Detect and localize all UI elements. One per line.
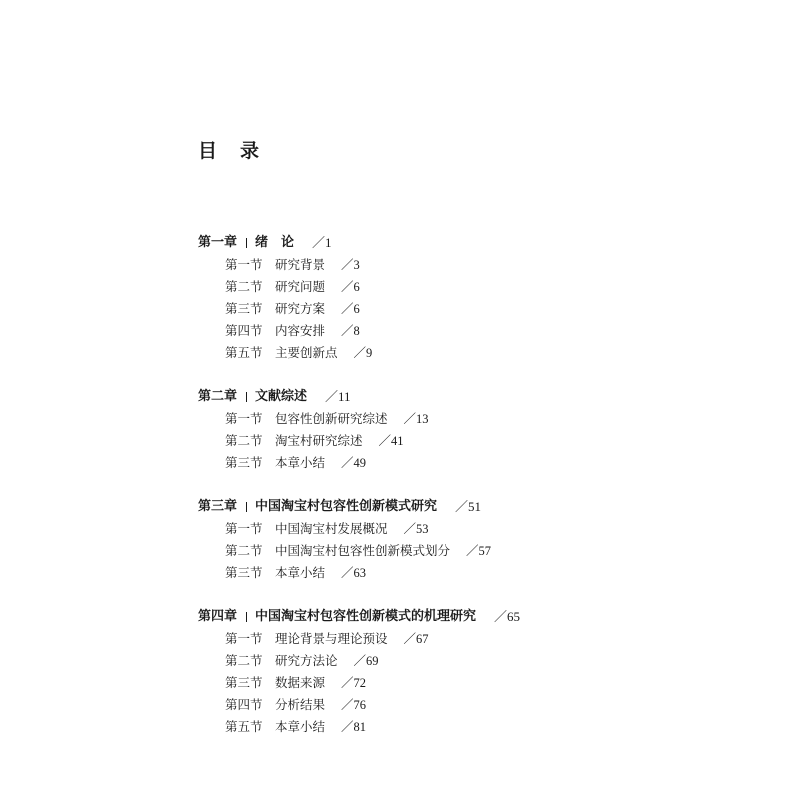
section-number: 第三节 bbox=[225, 455, 263, 470]
section-title: 内容安排 bbox=[275, 323, 326, 338]
section-item[interactable] bbox=[198, 562, 778, 584]
chapter-title: 中国淘宝村包容性创新模式研究 bbox=[255, 499, 438, 514]
chapter-separator bbox=[246, 392, 247, 402]
section-title: 理论背景与理论预设 bbox=[275, 631, 388, 646]
chapter-heading[interactable] bbox=[198, 386, 778, 408]
section-number: 第二节 bbox=[225, 543, 263, 558]
section-item[interactable] bbox=[198, 298, 778, 320]
chapter-title: 文献综述 bbox=[255, 389, 308, 404]
chapter-heading[interactable] bbox=[198, 606, 778, 628]
section-item[interactable] bbox=[198, 650, 778, 672]
chapter-number: 第三章 bbox=[198, 499, 238, 514]
section-page: ／72 bbox=[341, 676, 367, 690]
section-number: 第三节 bbox=[225, 301, 263, 316]
chapter-1 bbox=[198, 232, 778, 364]
section-page: ／76 bbox=[341, 698, 367, 712]
section-page: ／8 bbox=[341, 324, 360, 338]
section-page: ／6 bbox=[341, 280, 360, 294]
section-title: 研究问题 bbox=[275, 279, 326, 294]
section-item[interactable] bbox=[198, 716, 778, 738]
section-page: ／13 bbox=[403, 412, 429, 426]
chapter-heading[interactable] bbox=[198, 496, 778, 518]
chapter-4 bbox=[198, 606, 778, 738]
section-title: 包容性创新研究综述 bbox=[275, 411, 388, 426]
section-page: ／9 bbox=[353, 346, 373, 360]
section-number: 第二节 bbox=[225, 433, 263, 448]
section-number: 第一节 bbox=[225, 521, 263, 536]
section-page: ／67 bbox=[403, 632, 429, 646]
section-title: 本章小结 bbox=[275, 565, 326, 580]
chapter-separator bbox=[246, 502, 247, 512]
section-item[interactable] bbox=[198, 518, 778, 540]
section-item[interactable] bbox=[198, 672, 778, 694]
section-title: 数据来源 bbox=[275, 675, 326, 690]
chapter-2 bbox=[198, 386, 778, 474]
section-number: 第二节 bbox=[225, 653, 263, 668]
section-number: 第四节 bbox=[225, 697, 263, 712]
chapter-page: ／1 bbox=[312, 235, 332, 250]
section-title: 研究背景 bbox=[275, 257, 326, 272]
section-number: 第五节 bbox=[225, 719, 263, 734]
section-item[interactable] bbox=[198, 254, 778, 276]
section-title: 本章小结 bbox=[275, 455, 326, 470]
chapter-number: 第一章 bbox=[198, 235, 238, 250]
section-number: 第四节 bbox=[225, 323, 263, 338]
chapter-separator bbox=[246, 612, 247, 622]
page-title: 目 录 bbox=[198, 140, 262, 162]
section-title: 淘宝村研究综述 bbox=[275, 433, 363, 448]
section-item[interactable] bbox=[198, 694, 778, 716]
section-item[interactable] bbox=[198, 430, 778, 452]
section-number: 第一节 bbox=[225, 411, 263, 426]
chapter-number: 第二章 bbox=[198, 389, 238, 404]
section-title: 研究方法论 bbox=[275, 653, 338, 668]
section-title: 主要创新点 bbox=[275, 345, 338, 360]
section-item[interactable] bbox=[198, 628, 778, 650]
chapter-page: ／11 bbox=[325, 389, 351, 404]
section-title: 中国淘宝村包容性创新模式划分 bbox=[275, 543, 451, 558]
section-page: ／63 bbox=[341, 566, 367, 580]
section-item[interactable] bbox=[198, 452, 778, 474]
chapter-number: 第四章 bbox=[198, 609, 238, 624]
chapter-3 bbox=[198, 496, 778, 584]
section-number: 第一节 bbox=[225, 257, 263, 272]
section-page: ／81 bbox=[341, 720, 367, 734]
chapter-title: 中国淘宝村包容性创新模式的机理研究 bbox=[255, 609, 477, 624]
section-title: 中国淘宝村发展概况 bbox=[275, 521, 388, 536]
section-item[interactable] bbox=[198, 408, 778, 430]
chapter-separator bbox=[246, 238, 247, 248]
section-title: 分析结果 bbox=[275, 697, 326, 712]
section-item[interactable] bbox=[198, 342, 778, 364]
section-page: ／69 bbox=[353, 654, 379, 668]
section-number: 第一节 bbox=[225, 631, 263, 646]
chapter-page: ／65 bbox=[494, 609, 521, 624]
section-title: 研究方案 bbox=[275, 301, 326, 316]
section-item[interactable] bbox=[198, 276, 778, 298]
section-page: ／49 bbox=[341, 456, 367, 470]
section-number: 第三节 bbox=[225, 565, 263, 580]
section-number: 第二节 bbox=[225, 279, 263, 294]
section-page: ／57 bbox=[466, 544, 492, 558]
section-page: ／41 bbox=[378, 434, 404, 448]
section-number: 第五节 bbox=[225, 345, 263, 360]
section-number: 第三节 bbox=[225, 675, 263, 690]
section-title: 本章小结 bbox=[275, 719, 326, 734]
section-item[interactable] bbox=[198, 540, 778, 562]
chapter-title: 绪 论 bbox=[255, 235, 295, 250]
table-of-contents bbox=[198, 232, 778, 760]
section-page: ／3 bbox=[341, 258, 360, 272]
section-item[interactable] bbox=[198, 320, 778, 342]
section-page: ／53 bbox=[403, 522, 429, 536]
chapter-heading[interactable] bbox=[198, 232, 778, 254]
section-page: ／6 bbox=[341, 302, 360, 316]
chapter-page: ／51 bbox=[455, 499, 482, 514]
